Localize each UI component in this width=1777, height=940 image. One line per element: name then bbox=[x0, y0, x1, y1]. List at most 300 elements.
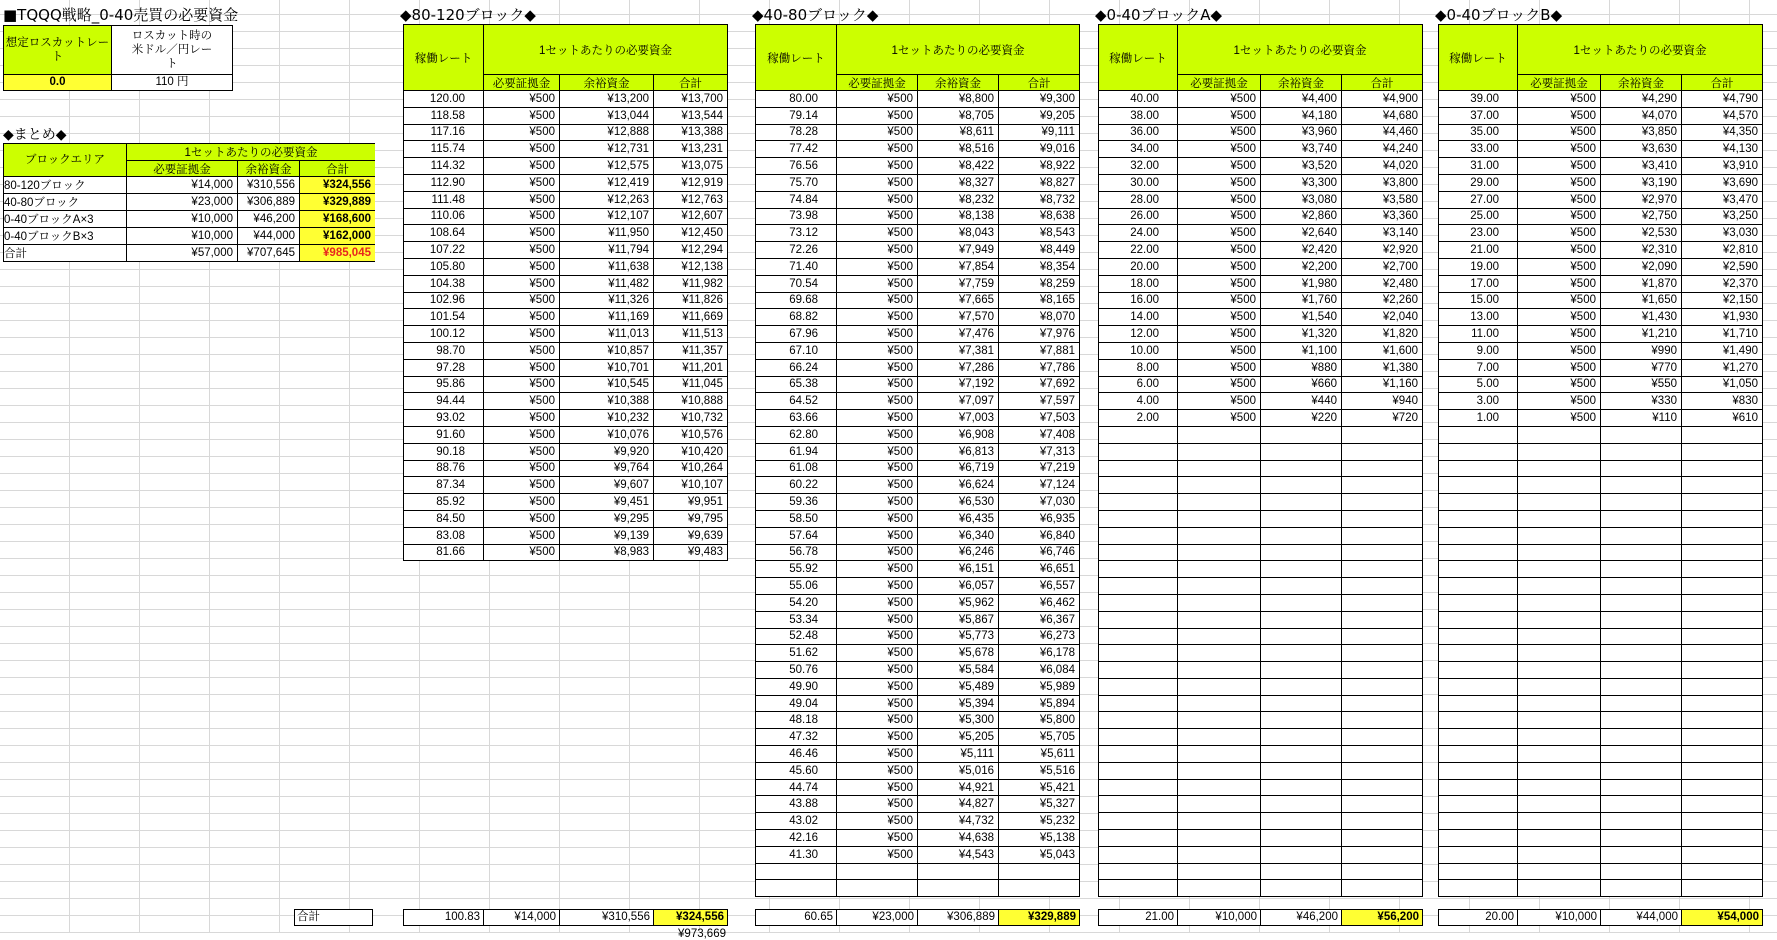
empty-cell[interactable] bbox=[1261, 679, 1341, 695]
cell-total[interactable]: ¥11,513 bbox=[654, 326, 727, 342]
cell-margin[interactable]: ¥500 bbox=[837, 427, 917, 443]
cell-rate[interactable]: 37.00 bbox=[1439, 108, 1517, 124]
empty-cell[interactable] bbox=[1518, 528, 1600, 544]
cell-rate[interactable]: 43.88 bbox=[756, 796, 836, 812]
cell-spare[interactable]: ¥8,043 bbox=[918, 225, 998, 241]
cell-spare[interactable]: ¥11,013 bbox=[560, 326, 653, 342]
empty-cell[interactable] bbox=[1178, 796, 1260, 812]
cell-spare[interactable]: ¥5,867 bbox=[918, 612, 998, 628]
cell-margin[interactable]: ¥500 bbox=[837, 158, 917, 174]
cell-spare[interactable]: ¥2,640 bbox=[1261, 225, 1341, 241]
summary-row-spare[interactable]: ¥44,000 bbox=[238, 228, 299, 244]
cell-rate[interactable]: 68.82 bbox=[756, 309, 836, 325]
empty-cell[interactable] bbox=[1439, 561, 1517, 577]
cell-rate[interactable]: 42.16 bbox=[756, 830, 836, 846]
cell-spare[interactable]: ¥6,719 bbox=[918, 461, 998, 477]
cell-margin[interactable]: ¥500 bbox=[1518, 192, 1600, 208]
cell-rate[interactable]: 38.00 bbox=[1099, 108, 1177, 124]
footer-rate-avg[interactable]: 21.00 bbox=[1098, 909, 1178, 926]
cell-spare[interactable]: ¥7,192 bbox=[918, 377, 998, 393]
cell-margin[interactable]: ¥500 bbox=[837, 545, 917, 561]
cell-rate[interactable]: 49.90 bbox=[756, 679, 836, 695]
cell-margin[interactable]: ¥500 bbox=[1178, 225, 1260, 241]
empty-cell[interactable] bbox=[1601, 561, 1681, 577]
cell-spare[interactable]: ¥7,476 bbox=[918, 326, 998, 342]
summary-row-margin[interactable]: ¥10,000 bbox=[127, 211, 237, 227]
cell-spare[interactable]: ¥11,169 bbox=[560, 309, 653, 325]
cell-margin[interactable]: ¥500 bbox=[837, 225, 917, 241]
cell-margin[interactable]: ¥500 bbox=[837, 746, 917, 762]
empty-cell[interactable] bbox=[1518, 746, 1600, 762]
cell-margin[interactable]: ¥500 bbox=[1518, 343, 1600, 359]
cell-rate[interactable]: 13.00 bbox=[1439, 309, 1517, 325]
cell-total[interactable]: ¥7,692 bbox=[999, 377, 1079, 393]
empty-cell[interactable] bbox=[1518, 561, 1600, 577]
cell-rate[interactable]: 83.08 bbox=[404, 528, 483, 544]
cell-spare[interactable]: ¥6,057 bbox=[918, 578, 998, 594]
empty-cell[interactable] bbox=[1601, 444, 1681, 460]
cell-rate[interactable]: 69.68 bbox=[756, 293, 836, 309]
cell-total[interactable]: ¥5,232 bbox=[999, 813, 1079, 829]
empty-cell[interactable] bbox=[1178, 780, 1260, 796]
cell-margin[interactable]: ¥500 bbox=[484, 410, 559, 426]
cell-margin[interactable]: ¥500 bbox=[484, 259, 559, 275]
cell-spare[interactable]: ¥550 bbox=[1601, 377, 1681, 393]
cell-rate[interactable]: 14.00 bbox=[1099, 309, 1177, 325]
cell-rate[interactable]: 102.96 bbox=[404, 293, 483, 309]
empty-cell[interactable] bbox=[1178, 494, 1260, 510]
cell-margin[interactable]: ¥500 bbox=[837, 595, 917, 611]
cell-total[interactable]: ¥5,611 bbox=[999, 746, 1079, 762]
cell-rate[interactable]: 93.02 bbox=[404, 410, 483, 426]
cell-rate[interactable]: 34.00 bbox=[1099, 141, 1177, 157]
cell-total[interactable]: ¥4,900 bbox=[1342, 91, 1422, 107]
empty-cell[interactable] bbox=[1342, 796, 1422, 812]
cell-margin[interactable]: ¥500 bbox=[1178, 192, 1260, 208]
cell-total[interactable]: ¥8,638 bbox=[999, 209, 1079, 225]
cell-rate[interactable]: 84.50 bbox=[404, 511, 483, 527]
empty-cell[interactable] bbox=[1518, 712, 1600, 728]
cell-rate[interactable]: 39.00 bbox=[1439, 91, 1517, 107]
empty-cell[interactable] bbox=[1601, 864, 1681, 880]
summary-total-name[interactable]: 合計 bbox=[4, 245, 126, 261]
cell-spare[interactable]: ¥5,111 bbox=[918, 746, 998, 762]
cell-total[interactable]: ¥13,700 bbox=[654, 91, 727, 107]
empty-cell[interactable] bbox=[1601, 477, 1681, 493]
empty-cell[interactable] bbox=[1518, 662, 1600, 678]
empty-cell[interactable] bbox=[1261, 427, 1341, 443]
cell-spare[interactable]: ¥11,638 bbox=[560, 259, 653, 275]
cell-total[interactable]: ¥5,043 bbox=[999, 847, 1079, 863]
cell-spare[interactable]: ¥1,210 bbox=[1601, 326, 1681, 342]
cell-spare[interactable]: ¥11,794 bbox=[560, 242, 653, 258]
cell-total[interactable]: ¥11,669 bbox=[654, 309, 727, 325]
cell-rate[interactable]: 49.04 bbox=[756, 696, 836, 712]
cell-total[interactable]: ¥5,894 bbox=[999, 696, 1079, 712]
cell-total[interactable]: ¥4,570 bbox=[1682, 108, 1762, 124]
empty-cell[interactable] bbox=[1682, 780, 1762, 796]
empty-cell[interactable] bbox=[1261, 729, 1341, 745]
empty-cell[interactable] bbox=[1682, 696, 1762, 712]
cell-rate[interactable]: 32.00 bbox=[1099, 158, 1177, 174]
cell-spare[interactable]: ¥4,180 bbox=[1261, 108, 1341, 124]
cell-rate[interactable]: 97.28 bbox=[404, 360, 483, 376]
cell-total[interactable]: ¥2,810 bbox=[1682, 242, 1762, 258]
cell-spare[interactable]: ¥3,740 bbox=[1261, 141, 1341, 157]
cell-rate[interactable]: 101.54 bbox=[404, 309, 483, 325]
empty-cell[interactable] bbox=[1261, 595, 1341, 611]
cell-margin[interactable]: ¥500 bbox=[484, 393, 559, 409]
footer-total[interactable]: ¥56,200 bbox=[1341, 909, 1423, 926]
footer-margin[interactable]: ¥23,000 bbox=[836, 909, 918, 926]
empty-cell[interactable] bbox=[1601, 830, 1681, 846]
cell-total[interactable]: ¥8,732 bbox=[999, 192, 1079, 208]
cell-total[interactable]: ¥10,732 bbox=[654, 410, 727, 426]
cell-total[interactable]: ¥3,470 bbox=[1682, 192, 1762, 208]
empty-cell[interactable] bbox=[1601, 427, 1681, 443]
cell-spare[interactable]: ¥10,076 bbox=[560, 427, 653, 443]
cell-margin[interactable]: ¥500 bbox=[837, 561, 917, 577]
cell-spare[interactable]: ¥12,575 bbox=[560, 158, 653, 174]
cell-spare[interactable]: ¥5,300 bbox=[918, 712, 998, 728]
empty-cell[interactable] bbox=[1261, 746, 1341, 762]
cell-margin[interactable]: ¥500 bbox=[837, 511, 917, 527]
summary-row-name[interactable]: 0-40ブロックB×3 bbox=[4, 228, 126, 244]
empty-cell[interactable] bbox=[1518, 679, 1600, 695]
cell-spare[interactable]: ¥3,850 bbox=[1601, 125, 1681, 141]
empty-cell[interactable] bbox=[1518, 494, 1600, 510]
cell-rate[interactable]: 18.00 bbox=[1099, 276, 1177, 292]
cell-spare[interactable]: ¥8,138 bbox=[918, 209, 998, 225]
cell-total[interactable]: ¥6,746 bbox=[999, 545, 1079, 561]
cell-margin[interactable]: ¥500 bbox=[1178, 141, 1260, 157]
empty-cell[interactable] bbox=[1342, 864, 1422, 880]
cell-spare[interactable]: ¥7,759 bbox=[918, 276, 998, 292]
cell-spare[interactable]: ¥2,530 bbox=[1601, 225, 1681, 241]
empty-cell[interactable] bbox=[1439, 696, 1517, 712]
cell-rate[interactable]: 65.38 bbox=[756, 377, 836, 393]
cell-margin[interactable]: ¥500 bbox=[1518, 276, 1600, 292]
cell-total[interactable]: ¥1,050 bbox=[1682, 377, 1762, 393]
empty-cell[interactable] bbox=[1178, 679, 1260, 695]
empty-cell[interactable] bbox=[1682, 679, 1762, 695]
cell-margin[interactable]: ¥500 bbox=[1518, 91, 1600, 107]
cell-rate[interactable]: 23.00 bbox=[1439, 225, 1517, 241]
cell-rate[interactable]: 63.66 bbox=[756, 410, 836, 426]
empty-cell[interactable] bbox=[1099, 746, 1177, 762]
cell-total[interactable]: ¥4,130 bbox=[1682, 141, 1762, 157]
cell-total[interactable]: ¥5,989 bbox=[999, 679, 1079, 695]
cell-total[interactable]: ¥8,070 bbox=[999, 309, 1079, 325]
cell-rate[interactable]: 8.00 bbox=[1099, 360, 1177, 376]
cell-total[interactable]: ¥7,786 bbox=[999, 360, 1079, 376]
empty-cell[interactable] bbox=[1439, 796, 1517, 812]
cell-rate[interactable]: 115.74 bbox=[404, 141, 483, 157]
cell-margin[interactable]: ¥500 bbox=[1178, 377, 1260, 393]
cell-margin[interactable]: ¥500 bbox=[1518, 108, 1600, 124]
cell-total[interactable]: ¥2,260 bbox=[1342, 293, 1422, 309]
empty-cell[interactable] bbox=[1682, 629, 1762, 645]
cell-margin[interactable]: ¥500 bbox=[1518, 175, 1600, 191]
empty-cell[interactable] bbox=[756, 864, 836, 880]
cell-rate[interactable]: 29.00 bbox=[1439, 175, 1517, 191]
cell-rate[interactable]: 50.76 bbox=[756, 662, 836, 678]
cell-spare[interactable]: ¥8,422 bbox=[918, 158, 998, 174]
summary-row-spare[interactable]: ¥46,200 bbox=[238, 211, 299, 227]
cell-rate[interactable]: 36.00 bbox=[1099, 125, 1177, 141]
cell-margin[interactable]: ¥500 bbox=[484, 528, 559, 544]
cell-total[interactable]: ¥7,030 bbox=[999, 494, 1079, 510]
cell-margin[interactable]: ¥500 bbox=[1518, 309, 1600, 325]
cell-margin[interactable]: ¥500 bbox=[1178, 393, 1260, 409]
cell-total[interactable]: ¥8,827 bbox=[999, 175, 1079, 191]
empty-cell[interactable] bbox=[1342, 578, 1422, 594]
cell-spare[interactable]: ¥1,320 bbox=[1261, 326, 1341, 342]
empty-cell[interactable] bbox=[1518, 545, 1600, 561]
cell-total[interactable]: ¥6,367 bbox=[999, 612, 1079, 628]
cell-rate[interactable]: 114.32 bbox=[404, 158, 483, 174]
cell-spare[interactable]: ¥1,650 bbox=[1601, 293, 1681, 309]
cell-total[interactable]: ¥7,408 bbox=[999, 427, 1079, 443]
empty-cell[interactable] bbox=[1261, 864, 1341, 880]
empty-cell[interactable] bbox=[1682, 561, 1762, 577]
empty-cell[interactable] bbox=[1261, 712, 1341, 728]
cell-total[interactable]: ¥8,354 bbox=[999, 259, 1079, 275]
empty-cell[interactable] bbox=[1342, 679, 1422, 695]
cell-spare[interactable]: ¥8,516 bbox=[918, 141, 998, 157]
cell-total[interactable]: ¥8,922 bbox=[999, 158, 1079, 174]
cell-margin[interactable]: ¥500 bbox=[837, 309, 917, 325]
cell-margin[interactable]: ¥500 bbox=[484, 427, 559, 443]
empty-cell[interactable] bbox=[1178, 612, 1260, 628]
cell-margin[interactable]: ¥500 bbox=[484, 125, 559, 141]
cell-spare[interactable]: ¥11,482 bbox=[560, 276, 653, 292]
empty-cell[interactable] bbox=[1178, 561, 1260, 577]
empty-cell[interactable] bbox=[1601, 796, 1681, 812]
cell-total[interactable]: ¥2,920 bbox=[1342, 242, 1422, 258]
cell-total[interactable]: ¥9,951 bbox=[654, 494, 727, 510]
footer-total[interactable]: ¥324,556 bbox=[653, 909, 728, 926]
cell-spare[interactable]: ¥10,545 bbox=[560, 377, 653, 393]
cell-spare[interactable]: ¥1,100 bbox=[1261, 343, 1341, 359]
cell-total[interactable]: ¥12,294 bbox=[654, 242, 727, 258]
cell-rate[interactable]: 107.22 bbox=[404, 242, 483, 258]
empty-cell[interactable] bbox=[1601, 712, 1681, 728]
empty-cell[interactable] bbox=[1261, 444, 1341, 460]
empty-cell[interactable] bbox=[1099, 444, 1177, 460]
cell-spare[interactable]: ¥12,888 bbox=[560, 125, 653, 141]
cell-total[interactable]: ¥5,327 bbox=[999, 796, 1079, 812]
cell-margin[interactable]: ¥500 bbox=[484, 276, 559, 292]
empty-cell[interactable] bbox=[1682, 796, 1762, 812]
empty-cell[interactable] bbox=[1518, 645, 1600, 661]
empty-cell[interactable] bbox=[918, 864, 998, 880]
empty-cell[interactable] bbox=[1439, 780, 1517, 796]
cell-rate[interactable]: 112.90 bbox=[404, 175, 483, 191]
cell-total[interactable]: ¥9,205 bbox=[999, 108, 1079, 124]
cell-spare[interactable]: ¥6,530 bbox=[918, 494, 998, 510]
empty-cell[interactable] bbox=[1178, 595, 1260, 611]
cell-margin[interactable]: ¥500 bbox=[484, 192, 559, 208]
empty-cell[interactable] bbox=[1518, 612, 1600, 628]
empty-cell[interactable] bbox=[1518, 444, 1600, 460]
cell-rate[interactable]: 55.06 bbox=[756, 578, 836, 594]
footer-spare[interactable]: ¥306,889 bbox=[917, 909, 999, 926]
cell-spare[interactable]: ¥1,540 bbox=[1261, 309, 1341, 325]
cell-total[interactable]: ¥6,084 bbox=[999, 662, 1079, 678]
empty-cell[interactable] bbox=[1342, 746, 1422, 762]
cell-spare[interactable]: ¥8,983 bbox=[560, 545, 653, 561]
cell-spare[interactable]: ¥12,263 bbox=[560, 192, 653, 208]
cell-rate[interactable]: 118.58 bbox=[404, 108, 483, 124]
cell-spare[interactable]: ¥13,044 bbox=[560, 108, 653, 124]
cell-rate[interactable]: 61.94 bbox=[756, 444, 836, 460]
cell-rate[interactable]: 87.34 bbox=[404, 477, 483, 493]
cell-margin[interactable]: ¥500 bbox=[837, 645, 917, 661]
summary-row-total[interactable]: ¥162,000 bbox=[300, 228, 375, 244]
cell-rate[interactable]: 20.00 bbox=[1099, 259, 1177, 275]
empty-cell[interactable] bbox=[1439, 746, 1517, 762]
empty-cell[interactable] bbox=[1439, 427, 1517, 443]
cell-total[interactable]: ¥3,140 bbox=[1342, 225, 1422, 241]
empty-cell[interactable] bbox=[1342, 729, 1422, 745]
empty-cell[interactable] bbox=[1342, 712, 1422, 728]
empty-cell[interactable] bbox=[837, 880, 917, 896]
cell-rate[interactable]: 88.76 bbox=[404, 461, 483, 477]
cell-total[interactable]: ¥7,124 bbox=[999, 477, 1079, 493]
cell-margin[interactable]: ¥500 bbox=[1178, 276, 1260, 292]
empty-cell[interactable] bbox=[1439, 528, 1517, 544]
empty-cell[interactable] bbox=[1682, 864, 1762, 880]
cell-rate[interactable]: 11.00 bbox=[1439, 326, 1517, 342]
empty-cell[interactable] bbox=[1601, 612, 1681, 628]
cell-rate[interactable]: 117.16 bbox=[404, 125, 483, 141]
cell-margin[interactable]: ¥500 bbox=[484, 444, 559, 460]
cell-margin[interactable]: ¥500 bbox=[837, 293, 917, 309]
empty-cell[interactable] bbox=[1682, 746, 1762, 762]
cell-margin[interactable]: ¥500 bbox=[837, 813, 917, 829]
empty-cell[interactable] bbox=[1518, 578, 1600, 594]
cell-margin[interactable]: ¥500 bbox=[837, 141, 917, 157]
cell-margin[interactable]: ¥500 bbox=[837, 679, 917, 695]
summary-row-name[interactable]: 80-120ブロック bbox=[4, 177, 126, 193]
empty-cell[interactable] bbox=[1682, 511, 1762, 527]
empty-cell[interactable] bbox=[1439, 444, 1517, 460]
cell-margin[interactable]: ¥500 bbox=[484, 108, 559, 124]
cell-rate[interactable]: 35.00 bbox=[1439, 125, 1517, 141]
empty-cell[interactable] bbox=[1601, 780, 1681, 796]
empty-cell[interactable] bbox=[1099, 545, 1177, 561]
cell-margin[interactable]: ¥500 bbox=[484, 158, 559, 174]
empty-cell[interactable] bbox=[1601, 528, 1681, 544]
cell-margin[interactable]: ¥500 bbox=[484, 175, 559, 191]
empty-cell[interactable] bbox=[1518, 763, 1600, 779]
empty-cell[interactable] bbox=[1518, 696, 1600, 712]
cell-rate[interactable]: 33.00 bbox=[1439, 141, 1517, 157]
empty-cell[interactable] bbox=[1342, 461, 1422, 477]
summary-row-total[interactable]: ¥324,556 bbox=[300, 177, 375, 193]
empty-cell[interactable] bbox=[1439, 712, 1517, 728]
empty-cell[interactable] bbox=[1601, 494, 1681, 510]
empty-cell[interactable] bbox=[1261, 545, 1341, 561]
fx-rate-value[interactable]: 110 円 bbox=[111, 74, 233, 91]
cell-margin[interactable]: ¥500 bbox=[1518, 259, 1600, 275]
cell-total[interactable]: ¥12,138 bbox=[654, 259, 727, 275]
empty-cell[interactable] bbox=[1518, 477, 1600, 493]
empty-cell[interactable] bbox=[1099, 629, 1177, 645]
cell-margin[interactable]: ¥500 bbox=[837, 326, 917, 342]
cell-margin[interactable]: ¥500 bbox=[1178, 125, 1260, 141]
cell-spare[interactable]: ¥8,705 bbox=[918, 108, 998, 124]
empty-cell[interactable] bbox=[1099, 847, 1177, 863]
empty-cell[interactable] bbox=[1178, 427, 1260, 443]
cell-spare[interactable]: ¥6,246 bbox=[918, 545, 998, 561]
empty-cell[interactable] bbox=[1601, 729, 1681, 745]
cell-total[interactable]: ¥9,795 bbox=[654, 511, 727, 527]
empty-cell[interactable] bbox=[1518, 461, 1600, 477]
cell-spare[interactable]: ¥770 bbox=[1601, 360, 1681, 376]
cell-total[interactable]: ¥2,040 bbox=[1342, 309, 1422, 325]
footer-spare[interactable]: ¥46,200 bbox=[1260, 909, 1342, 926]
empty-cell[interactable] bbox=[1601, 629, 1681, 645]
cell-total[interactable]: ¥720 bbox=[1342, 410, 1422, 426]
cell-rate[interactable]: 55.92 bbox=[756, 561, 836, 577]
cell-rate[interactable]: 60.22 bbox=[756, 477, 836, 493]
empty-cell[interactable] bbox=[1601, 679, 1681, 695]
cell-total[interactable]: ¥10,888 bbox=[654, 393, 727, 409]
cell-spare[interactable]: ¥5,678 bbox=[918, 645, 998, 661]
cell-margin[interactable]: ¥500 bbox=[1518, 141, 1600, 157]
cell-total[interactable]: ¥1,710 bbox=[1682, 326, 1762, 342]
cell-spare[interactable]: ¥10,701 bbox=[560, 360, 653, 376]
cell-spare[interactable]: ¥1,760 bbox=[1261, 293, 1341, 309]
assumed-losscut-rate-value[interactable]: 0.0 bbox=[3, 74, 112, 91]
cell-total[interactable]: ¥6,178 bbox=[999, 645, 1079, 661]
empty-cell[interactable] bbox=[1178, 712, 1260, 728]
footer-spare[interactable]: ¥44,000 bbox=[1600, 909, 1682, 926]
cell-margin[interactable]: ¥500 bbox=[837, 108, 917, 124]
cell-rate[interactable]: 12.00 bbox=[1099, 326, 1177, 342]
cell-margin[interactable]: ¥500 bbox=[1518, 293, 1600, 309]
cell-total[interactable]: ¥11,201 bbox=[654, 360, 727, 376]
cell-total[interactable]: ¥7,597 bbox=[999, 393, 1079, 409]
empty-cell[interactable] bbox=[1601, 847, 1681, 863]
empty-cell[interactable] bbox=[1099, 494, 1177, 510]
cell-rate[interactable]: 76.56 bbox=[756, 158, 836, 174]
cell-total[interactable]: ¥11,826 bbox=[654, 293, 727, 309]
cell-rate[interactable]: 64.52 bbox=[756, 393, 836, 409]
cell-total[interactable]: ¥6,651 bbox=[999, 561, 1079, 577]
cell-margin[interactable]: ¥500 bbox=[837, 192, 917, 208]
empty-cell[interactable] bbox=[1099, 528, 1177, 544]
cell-margin[interactable]: ¥500 bbox=[837, 393, 917, 409]
empty-cell[interactable] bbox=[1682, 813, 1762, 829]
cell-spare[interactable]: ¥3,630 bbox=[1601, 141, 1681, 157]
cell-spare[interactable]: ¥4,732 bbox=[918, 813, 998, 829]
cell-margin[interactable]: ¥500 bbox=[837, 343, 917, 359]
empty-cell[interactable] bbox=[1439, 864, 1517, 880]
cell-rate[interactable]: 9.00 bbox=[1439, 343, 1517, 359]
cell-margin[interactable]: ¥500 bbox=[484, 209, 559, 225]
empty-cell[interactable] bbox=[1601, 746, 1681, 762]
empty-cell[interactable] bbox=[1342, 528, 1422, 544]
cell-rate[interactable]: 67.96 bbox=[756, 326, 836, 342]
cell-rate[interactable]: 72.26 bbox=[756, 242, 836, 258]
empty-cell[interactable] bbox=[1439, 662, 1517, 678]
cell-spare[interactable]: ¥8,800 bbox=[918, 91, 998, 107]
cell-rate[interactable]: 111.48 bbox=[404, 192, 483, 208]
cell-total[interactable]: ¥3,250 bbox=[1682, 209, 1762, 225]
